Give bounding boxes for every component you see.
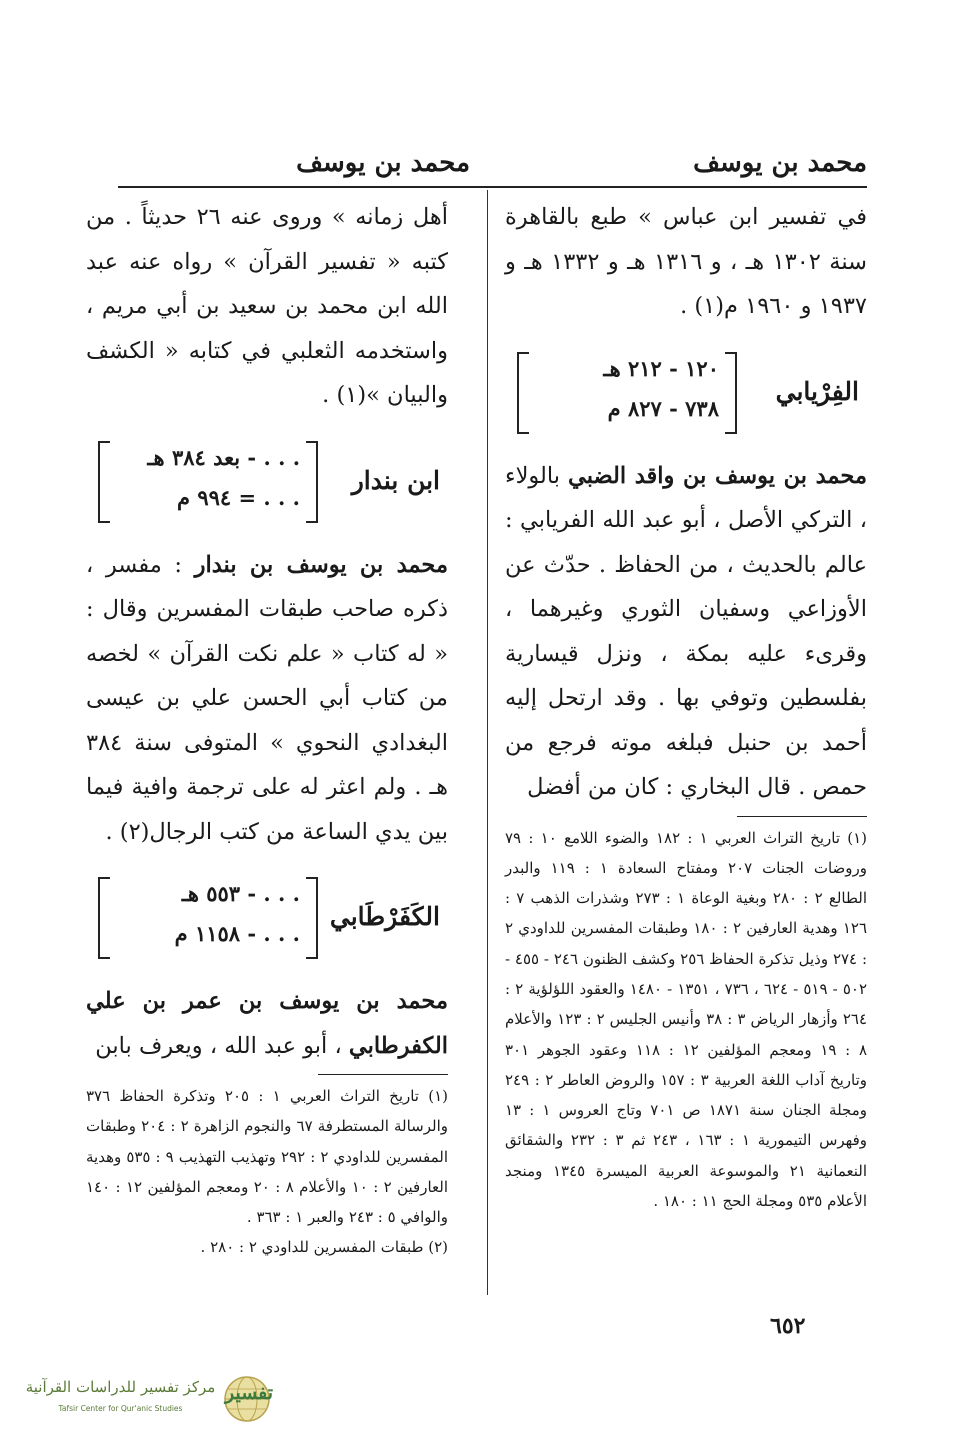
footnotes: (١) تاريخ التراث العربي ١ : ٢٠٥ وتذكرة الحفاظ ٣٧٦ والرسالة المستطرفة ٦٧ والنجوم الزاهرة ٢ : ٢٠٤ وطبقات المفسرين للداودي ٢ : ٢٩٢ وتهذيب التهذيب ٩ : ٥٣٥ وهدية العارفين ٢ : ١٠ والأعلام ٨ : ٢٠ ومعجم المؤلفين ١٢ : ١٤٠ والوافي ٥ : ٢٤٣ والعبر ١ : ٣٦٣ . [86,1087,449,1227]
running-head-right: محمد بن يوسف [693,148,867,178]
running-head-left: محمد بن يوسف [296,148,470,178]
page-number: ٦٥٢ [770,1313,806,1339]
date-bracket [517,352,737,432]
footnote-2: (٢) طبقات المفسرين للداودي ٢ : ٢٨٠ . [200,1238,448,1257]
entry-body [86,543,448,855]
left-intro-paragraph: أهل زمانه » وروى عنه ٢٦ حديثاً . من كتبه « تفسير القرآن » رواه عنه عبد الله ابن محمد بن سعيد بن أبي مريم ، واستخدمه الثعلبي في كتابه « الكشف والبيان »(١) . [86,204,448,408]
entry-name: الكَفَرْطَابي [329,902,440,931]
date-gregorian: . . . = ٩٩٤ م [177,484,300,510]
date-hijri: . . . - ٥٥٣ هـ [181,881,300,906]
logo-word: تفسير [225,1382,274,1404]
bracket-right [306,877,318,959]
entry-name-in-text: محمد بن يوسف بن واقد الضبي [567,462,867,489]
bracket-left [517,352,529,434]
bracket-left [98,877,110,959]
entry-body-text: ، أبو عبد الله ، ويعرف بابن [95,1032,342,1059]
footnote-rule [318,1074,448,1075]
date-hijri: . . . - بعد ٣٨٤ هـ [147,444,300,470]
date-hijri: ١٢٠ - ٢١٢ هـ [603,355,719,381]
footnote-rule [737,816,867,817]
date-gregorian: ٧٣٨ - ٨٢٧ م [607,395,719,421]
entry-body-text: بالولاء ، التركي الأصل ، أبو عبد الله الفريابي : عالم بالحديث ، من الحفاظ . حدّث عن الأوزاعي وسفيان الثوري وغيرهما ، وقرىء عليه بمكة ، ونزل قيسارية بفلسطين وتوفي بها . وقد ارتحل إليه أحمد بن حنبل فبلغه موته فرجع من حمص . قال البخاري : كان من أفضل [505,462,867,800]
tafsir-center-logo [18,1370,288,1426]
entry-body-text: : مفسر ، ذكره صاحب طبقات المفسرين وقال : « له كتاب « علم نكت القرآن » لخصه من كتاب أبي الحسن علي بن عيسى البغدادي النحوي » المتوفى سنة ٣٨٤ هـ . ولم اعثر له على ترجمة وافية فيما بين يدي الساعة من كتب الرجال(٢) . [86,551,448,845]
column-divider [487,190,488,1295]
left-column [86,195,448,1263]
entry-name: ابن بندار [351,465,440,495]
right-intro-paragraph: في تفسير ابن عباس » طبع بالقاهرة سنة ١٣٠٢ هـ ، و ١٣١٦ هـ و ١٣٣٢ هـ و ١٩٣٧ و ١٩٦٠ م(١) . [505,204,867,319]
entry-body [86,979,448,1068]
bracket-right [725,352,737,434]
bracket-left [98,441,110,523]
entry-body [505,454,867,810]
entry-name: الفِرْيابي [775,376,859,406]
header-rule [118,186,867,188]
bracket-right [306,441,318,523]
entry-header-firyabi [505,347,867,442]
right-column [505,195,867,1216]
entry-header-kafartabi [86,872,448,967]
footnotes: (١) تاريخ التراث العربي ١ : ١٨٢ والضوء اللامع ١٠ : ٧٩ وروضات الجنات ٢٠٧ ومفتاح السعادة ١ : ١١٩ والبدر الطالع ٢ : ٢٨٠ وبغية الوعاة ١ : ٢٧٣ وشذرات الذهب ٧ : ١٢٦ وهدية العارفين ٢ : ١٨٠ وطبقات المفسرين للداودي ٢ : ٢٧٤ وذيل تذكرة الحفاظ ٢٥٦ وكشف الظنون ٢٤٦ - ٤٥٥ - ٥٠٢ - ٥١٩ - ٦٢٤ ، ٧٣٦ ، ١٣٥١ - ١٤٨٠ والعقود اللؤلؤية ٢ : ٢٦٤ وأزهار الرياض ٣ : ٣٨ وأنيس الجليس ٢ : ١٢٣ والأعلام ٨ : ١٩ ومعجم المؤلفين ١٢ : ١١٨ وعقود الجوهر ٣٠١ وتاريخ آداب اللغة العربية ٣ : ١٥٧ والروض العاطر ٢ : ٢٤٩ ومجلة الجنان سنة ١٨٧١ ص ٧٠١ وتاج العروس ١ : ١٣ وفهرس التيمورية ١ : ١٦٣ ، ٢٤٣ ثم ٣ : ٢٣٢ والشقائق النعمانية ٢١ والموسوعة العربية الميسرة ١٣٤٥ ومنجد الأعلام ٥٣٥ ومجلة الحج ١١ : ١٨٠ . [505,828,868,1211]
logo-center-name: مركز تفسير للدراسات القرآنية [25,1378,216,1396]
entry-header-ibn-bundar [86,436,448,531]
logo-center-name-english: Tafsir Center for Qur'anic Studies [58,1404,183,1413]
date-bracket [98,877,318,957]
entry-name-in-text: محمد بن يوسف بن بندار [194,551,448,578]
entry-name-in-text: محمد بن يوسف بن عمر بن علي الكفرطابي [86,988,448,1059]
date-bracket [98,441,318,521]
date-gregorian: . . . - ١١٥٨ م [174,921,300,946]
